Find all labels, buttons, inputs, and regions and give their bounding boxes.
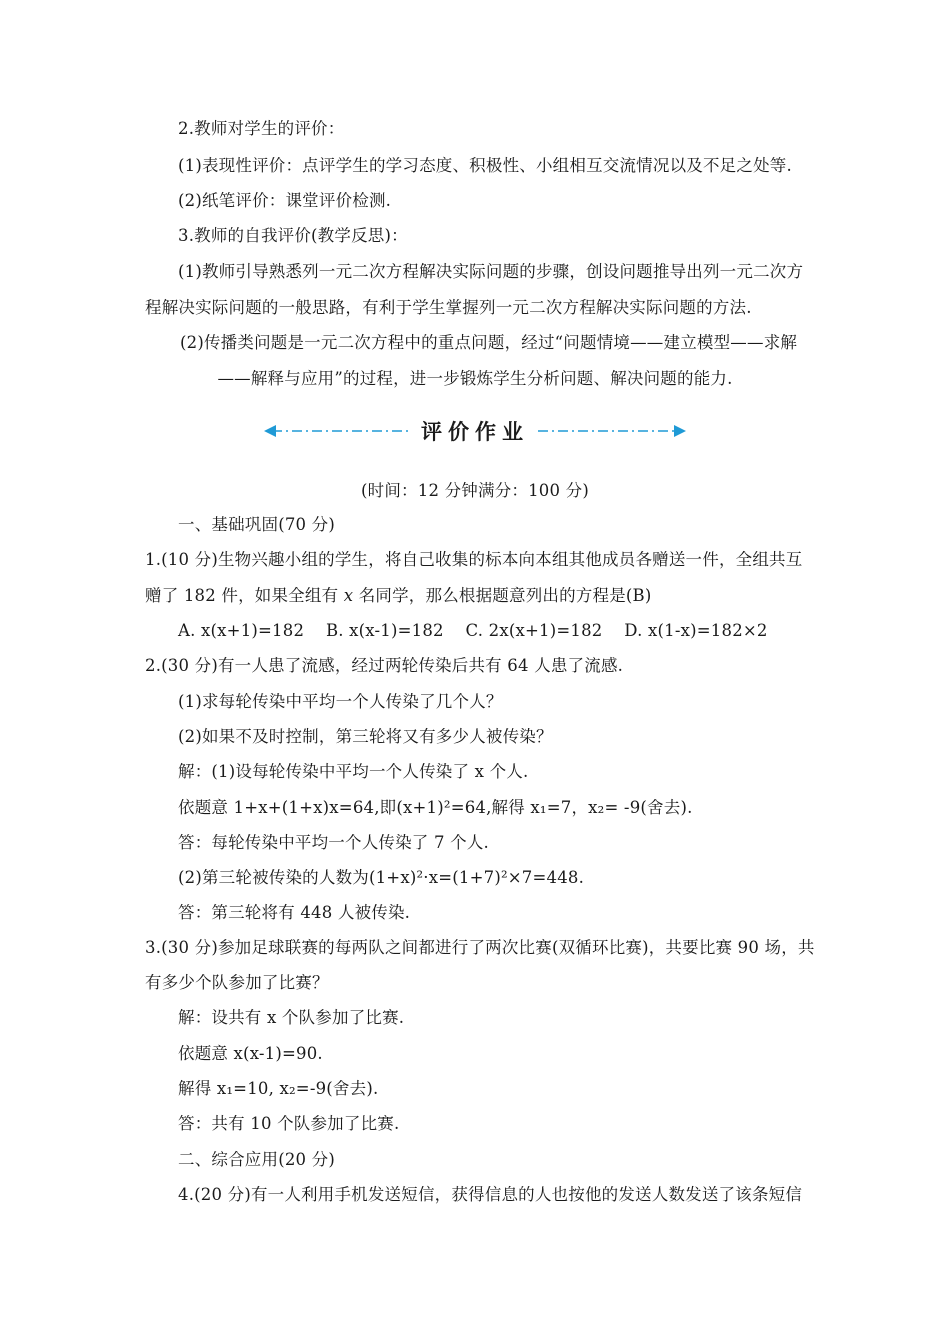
- question-2-title: 2.(30 分)有一人患了流感，经过两轮传染后共有 64 人患了流感.: [145, 656, 624, 675]
- reflection-item-2-line-1: (2)传播类问题是一元二次方程中的重点问题，经过“问题情境——建立模型——求解: [180, 333, 798, 352]
- question-2-sub-2: (2)如果不及时控制，第三轮将又有多少人被传染？: [178, 727, 553, 746]
- option-a: A. x(x+1)=182: [178, 621, 305, 640]
- question-2-answer-1: 答：每轮传染中平均一个人传染了 7 个人.: [178, 833, 489, 852]
- reflection-item-2-line-2: ——解释与应用”的过程，进一步锻炼学生分析问题、解决问题的能力.: [217, 369, 733, 388]
- reflection-item-1-line-1: (1)教师引导熟悉列一元二次方程解决实际问题的步骤，创设问题推导出列一元二次方: [178, 262, 804, 281]
- question-3-line-1: 3.(30 分)参加足球联赛的每两队之间都进行了两次比赛(双循环比赛)，共要比赛 90 场，共: [145, 938, 815, 957]
- evaluation-heading-2: 2.教师对学生的评价：: [178, 119, 345, 138]
- option-b: B. x(x-1)=182: [325, 621, 444, 640]
- question-4-line-1: 4.(20 分)有一人利用手机发送短信，获得信息的人也按他的发送人数发送了该条短信: [178, 1185, 803, 1204]
- evaluation-item-performance: (1)表现性评价：点评学生的学习态度、积极性、小组相互交流情况以及不足之处等.: [178, 156, 792, 175]
- question-3-roots: 解得 x₁=10, x₂=-9(舍去).: [178, 1079, 379, 1098]
- question-1-line-1: 1.(10 分)生物兴趣小组的学生，将自己收集的标本向本组其他成员各赠送一件，全组共互: [145, 550, 803, 569]
- question-3-equation: 依题意 x(x-1)=90.: [178, 1044, 323, 1063]
- part-2-title: 二、综合应用(20 分): [178, 1150, 336, 1169]
- question-3-solution: 解：设共有 x 个队参加了比赛.: [178, 1008, 405, 1027]
- question-2-solution-2: (2)第三轮被传染的人数为(1+x)²·x=(1+7)²×7=448.: [178, 868, 585, 887]
- question-3-line-2: 有多少个队参加了比赛？: [145, 973, 329, 992]
- evaluation-heading-3: 3.教师的自我评价(教学反思)：: [178, 226, 408, 245]
- question-1-line-2: 赠了 182 件，如果全组有 x 名同学，那么根据题意列出的方程是(B): [145, 586, 652, 605]
- question-3-answer: 答：共有 10 个队参加了比赛.: [178, 1114, 400, 1133]
- option-c: C. 2x(x+1)=182: [465, 621, 603, 640]
- part-1-title: 一、基础巩固(70 分): [178, 515, 336, 534]
- question-2-equation: 依题意 1+x+(1+x)x=64,即(x+1)²=64,解得 x₁=7，x₂= -9(舍去).: [178, 798, 693, 817]
- question-2-solution-1: 解：(1)设每轮传染中平均一个人传染了 x 个人.: [178, 762, 529, 781]
- homework-banner: [262, 414, 688, 452]
- question-2-answer-2: 答：第三轮将有 448 人被传染.: [178, 903, 411, 922]
- reflection-item-1-line-2: 程解决实际问题的一般思路，有利于学生掌握列一元二次方程解决实际问题的方法.: [145, 298, 752, 317]
- question-2-sub-1: (1)求每轮传染中平均一个人传染了几个人？: [178, 692, 503, 711]
- time-info: (时间：12 分钟满分：100 分): [361, 481, 589, 500]
- banner-title: 评价作业: [421, 420, 529, 444]
- option-d: D. x(1-x)=182×2: [624, 621, 768, 640]
- question-1-options: [178, 620, 768, 642]
- evaluation-item-written: (2)纸笔评价：课堂评价检测.: [178, 191, 392, 210]
